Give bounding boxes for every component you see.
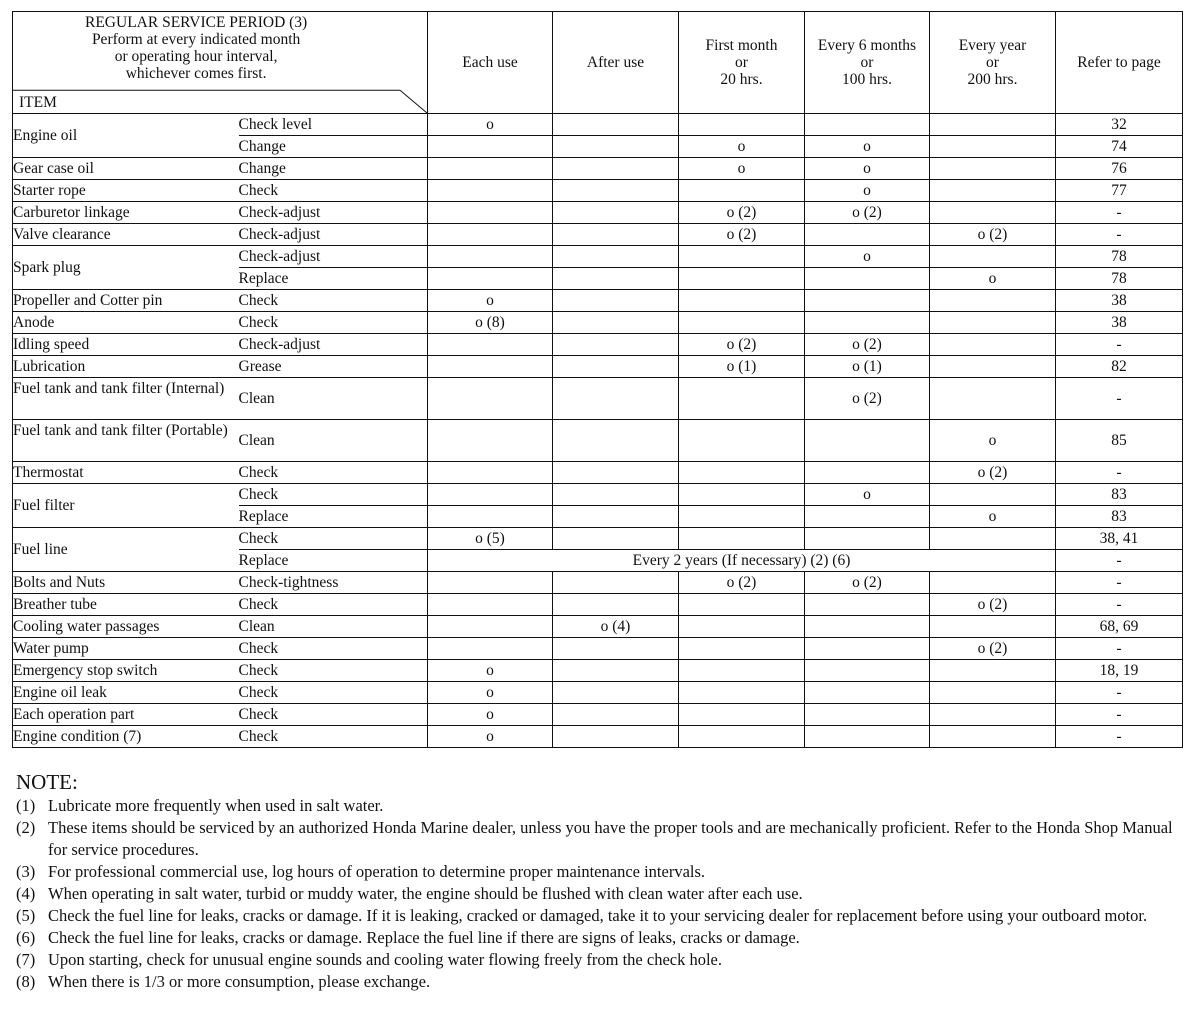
column-header xyxy=(428,12,553,114)
interval-cell: o (2) xyxy=(930,462,1056,484)
refer-page-cell: 38 xyxy=(1056,312,1183,334)
table-header-row xyxy=(13,12,1183,114)
item-name: Engine condition (7) xyxy=(13,726,239,748)
interval-cell xyxy=(805,726,930,748)
interval-cell xyxy=(805,660,930,682)
interval-cell xyxy=(930,290,1056,312)
table-row xyxy=(13,290,1183,312)
interval-cell xyxy=(679,682,805,704)
interval-cell xyxy=(553,682,679,704)
refer-page-cell: 76 xyxy=(1056,158,1183,180)
item-action: Clean xyxy=(239,378,428,420)
column-header xyxy=(553,12,679,114)
interval-cell: o (2) xyxy=(805,334,930,356)
item-name: Spark plug xyxy=(13,246,239,290)
note-item xyxy=(16,971,1188,993)
item-name: Valve clearance xyxy=(13,224,239,246)
refer-page-cell: 78 xyxy=(1056,268,1183,290)
item-action: Check xyxy=(239,484,428,506)
interval-cell xyxy=(930,378,1056,420)
table-body xyxy=(13,114,1183,748)
note-text: Check the fuel line for leaks, cracks or damage. If it is leaking, cracked or damaged, take it to your servicing dealer for replacement before using your outboard motor. xyxy=(48,906,1148,925)
interval-cell: o (5) xyxy=(428,528,553,550)
interval-cell xyxy=(553,356,679,378)
item-action: Check xyxy=(239,528,428,550)
column-header xyxy=(679,12,805,114)
interval-cell xyxy=(428,506,553,528)
interval-cell: o (2) xyxy=(805,202,930,224)
interval-cell xyxy=(679,594,805,616)
refer-page-cell: 85 xyxy=(1056,420,1183,462)
interval-cell xyxy=(930,246,1056,268)
interval-cell xyxy=(930,158,1056,180)
column-header-line: Each use xyxy=(462,54,518,71)
interval-cell xyxy=(553,594,679,616)
interval-cell: o xyxy=(805,158,930,180)
table-row xyxy=(13,378,1183,420)
notes-section xyxy=(16,769,1188,993)
interval-cell xyxy=(553,246,679,268)
note-text: For professional commercial use, log hours of operation to determine proper maintenance intervals. xyxy=(48,862,706,881)
interval-cell xyxy=(553,704,679,726)
interval-cell xyxy=(428,268,553,290)
interval-cell xyxy=(428,136,553,158)
interval-cell: o (2) xyxy=(679,572,805,594)
interval-cell xyxy=(930,572,1056,594)
column-header-line: or xyxy=(860,54,874,71)
item-action: Check xyxy=(239,704,428,726)
interval-cell xyxy=(553,506,679,528)
item-action: Check xyxy=(239,682,428,704)
interval-cell xyxy=(930,704,1056,726)
notes-list xyxy=(16,795,1188,993)
column-header-line: First month xyxy=(705,37,778,54)
interval-cell xyxy=(679,462,805,484)
note-text: Check the fuel line for leaks, cracks or damage. Replace the fuel line if there are signs of leaks, cracks or damage. xyxy=(48,928,800,947)
interval-cell xyxy=(679,506,805,528)
refer-page-cell: - xyxy=(1056,726,1183,748)
interval-cell xyxy=(553,136,679,158)
column-header-line: 200 hrs. xyxy=(967,71,1018,88)
note-number: (2) xyxy=(16,818,36,837)
interval-cell xyxy=(428,158,553,180)
item-name: Carburetor linkage xyxy=(13,202,239,224)
interval-cell: o (2) xyxy=(805,572,930,594)
period-line: Perform at every indicated month xyxy=(91,31,301,48)
interval-cell xyxy=(679,180,805,202)
refer-page-cell: 78 xyxy=(1056,246,1183,268)
interval-cell xyxy=(679,484,805,506)
refer-page-cell: - xyxy=(1056,202,1183,224)
interval-cell: o xyxy=(930,268,1056,290)
interval-cell: o xyxy=(428,704,553,726)
refer-page-cell: 83 xyxy=(1056,506,1183,528)
item-action: Check xyxy=(239,660,428,682)
note-item xyxy=(16,905,1188,927)
interval-cell xyxy=(553,462,679,484)
interval-cell xyxy=(679,528,805,550)
item-action: Replace xyxy=(239,550,428,572)
table-row xyxy=(13,704,1183,726)
item-name: Cooling water passages xyxy=(13,616,239,638)
note-number: (5) xyxy=(16,906,36,925)
item-name: Each operation part xyxy=(13,704,239,726)
table-row xyxy=(13,312,1183,334)
interval-span-note: Every 2 years (If necessary) (2) (6) xyxy=(428,550,1056,572)
refer-page-cell: 82 xyxy=(1056,356,1183,378)
interval-cell xyxy=(428,420,553,462)
interval-cell xyxy=(930,484,1056,506)
interval-cell xyxy=(930,356,1056,378)
interval-cell: o xyxy=(428,682,553,704)
note-item xyxy=(16,817,1188,861)
interval-cell: o (8) xyxy=(428,312,553,334)
interval-cell xyxy=(679,704,805,726)
interval-cell: o xyxy=(428,660,553,682)
interval-cell xyxy=(805,114,930,136)
item-action: Check-adjust xyxy=(239,334,428,356)
note-item xyxy=(16,795,1188,817)
interval-cell xyxy=(679,290,805,312)
interval-cell xyxy=(553,312,679,334)
column-header-line: 20 hrs. xyxy=(720,71,763,88)
item-action: Check-adjust xyxy=(239,202,428,224)
item-name: Engine oil xyxy=(13,114,239,158)
interval-cell xyxy=(428,616,553,638)
item-name: Fuel tank and tank filter (Portable) xyxy=(13,420,239,462)
interval-cell xyxy=(679,660,805,682)
table-row xyxy=(13,180,1183,202)
table-row xyxy=(13,682,1183,704)
interval-cell xyxy=(679,312,805,334)
note-text: When there is 1/3 or more consumption, please exchange. xyxy=(48,972,431,991)
interval-cell xyxy=(930,180,1056,202)
interval-cell xyxy=(553,290,679,312)
item-action: Replace xyxy=(239,506,428,528)
interval-cell xyxy=(553,224,679,246)
interval-cell: o xyxy=(930,420,1056,462)
note-text: These items should be serviced by an authorized Honda Marine dealer, unless you have the proper tools and are mechanically proficient. Refer to the Honda Shop Manual for service procedures. xyxy=(48,818,1173,859)
interval-cell xyxy=(553,378,679,420)
period-line: whichever comes first. xyxy=(125,65,267,82)
interval-cell: o xyxy=(428,726,553,748)
interval-cell xyxy=(930,202,1056,224)
column-header xyxy=(930,12,1056,114)
table-row xyxy=(13,224,1183,246)
interval-cell xyxy=(805,268,930,290)
interval-cell xyxy=(805,224,930,246)
interval-cell xyxy=(930,682,1056,704)
interval-cell xyxy=(553,268,679,290)
interval-cell: o xyxy=(805,246,930,268)
note-number: (6) xyxy=(16,928,36,947)
item-name: Idling speed xyxy=(13,334,239,356)
interval-cell: o (1) xyxy=(679,356,805,378)
interval-cell xyxy=(428,484,553,506)
interval-cell xyxy=(805,312,930,334)
interval-cell xyxy=(805,506,930,528)
interval-cell xyxy=(679,616,805,638)
interval-cell: o xyxy=(930,506,1056,528)
refer-page-cell: 83 xyxy=(1056,484,1183,506)
interval-cell xyxy=(930,136,1056,158)
item-name: Gear case oil xyxy=(13,158,239,180)
refer-page-cell: 32 xyxy=(1056,114,1183,136)
interval-cell: o (2) xyxy=(679,224,805,246)
interval-cell xyxy=(428,572,553,594)
interval-cell xyxy=(679,246,805,268)
maintenance-schedule-table xyxy=(12,11,1183,748)
item-action: Check xyxy=(239,290,428,312)
interval-cell xyxy=(805,682,930,704)
note-number: (8) xyxy=(16,972,36,991)
interval-cell xyxy=(553,334,679,356)
item-column-label: ITEM xyxy=(19,93,57,111)
interval-cell xyxy=(553,158,679,180)
note-number: (4) xyxy=(16,884,36,903)
interval-cell: o (2) xyxy=(930,224,1056,246)
table-row xyxy=(13,356,1183,378)
item-action: Clean xyxy=(239,420,428,462)
item-action: Check xyxy=(239,180,428,202)
refer-page-cell: - xyxy=(1056,334,1183,356)
interval-cell xyxy=(428,356,553,378)
interval-cell xyxy=(553,180,679,202)
interval-cell: o xyxy=(805,180,930,202)
interval-cell xyxy=(930,726,1056,748)
interval-cell xyxy=(679,420,805,462)
interval-cell: o (4) xyxy=(553,616,679,638)
item-action: Change xyxy=(239,136,428,158)
interval-cell xyxy=(553,484,679,506)
interval-cell xyxy=(930,616,1056,638)
interval-cell xyxy=(553,638,679,660)
refer-page-cell: 38, 41 xyxy=(1056,528,1183,550)
interval-cell xyxy=(805,462,930,484)
interval-cell: o xyxy=(805,484,930,506)
interval-cell xyxy=(805,528,930,550)
column-header-line: or xyxy=(735,54,748,71)
note-item xyxy=(16,861,1188,883)
note-item xyxy=(16,883,1188,905)
note-text: Upon starting, check for unusual engine sounds and cooling water flowing freely from the check hole. xyxy=(48,950,723,969)
interval-cell xyxy=(805,420,930,462)
refer-page-cell: 74 xyxy=(1056,136,1183,158)
table-row xyxy=(13,462,1183,484)
interval-cell xyxy=(428,462,553,484)
column-header-line: After use xyxy=(586,54,645,71)
table-row xyxy=(13,638,1183,660)
interval-cell xyxy=(805,616,930,638)
column-header-line: Refer to page xyxy=(1077,54,1161,71)
item-action: Check-adjust xyxy=(239,224,428,246)
item-action: Clean xyxy=(239,616,428,638)
refer-page-cell: - xyxy=(1056,378,1183,420)
table-row xyxy=(13,594,1183,616)
table-row xyxy=(13,420,1183,462)
table-row xyxy=(13,114,1183,136)
interval-cell xyxy=(930,528,1056,550)
interval-cell: o (2) xyxy=(679,202,805,224)
interval-cell xyxy=(930,312,1056,334)
note-number: (7) xyxy=(16,950,36,969)
interval-cell xyxy=(679,638,805,660)
refer-page-cell: - xyxy=(1056,572,1183,594)
interval-cell xyxy=(805,290,930,312)
interval-cell: o xyxy=(679,136,805,158)
column-header-line: 100 hrs. xyxy=(842,71,892,88)
interval-cell xyxy=(930,334,1056,356)
note-number: (3) xyxy=(16,862,36,881)
item-name: Propeller and Cotter pin xyxy=(13,290,239,312)
period-line: REGULAR SERVICE PERIOD (3) xyxy=(85,14,308,31)
interval-cell: o (2) xyxy=(679,334,805,356)
interval-cell: o (2) xyxy=(930,638,1056,660)
note-item xyxy=(16,949,1188,971)
interval-cell: o (2) xyxy=(805,378,930,420)
interval-cell xyxy=(428,638,553,660)
item-name: Lubrication xyxy=(13,356,239,378)
interval-cell xyxy=(428,334,553,356)
item-name: Starter rope xyxy=(13,180,239,202)
notes-title: NOTE: xyxy=(16,770,78,794)
interval-cell xyxy=(679,726,805,748)
interval-cell xyxy=(805,594,930,616)
item-action: Grease xyxy=(239,356,428,378)
refer-page-cell: - xyxy=(1056,638,1183,660)
item-name: Bolts and Nuts xyxy=(13,572,239,594)
interval-cell: o xyxy=(679,158,805,180)
interval-cell xyxy=(553,114,679,136)
interval-cell: o (2) xyxy=(930,594,1056,616)
interval-cell xyxy=(679,378,805,420)
item-action: Check xyxy=(239,462,428,484)
refer-page-cell: 38 xyxy=(1056,290,1183,312)
item-name: Fuel filter xyxy=(13,484,239,528)
interval-cell xyxy=(553,202,679,224)
table-row xyxy=(13,158,1183,180)
table-row xyxy=(13,334,1183,356)
interval-cell xyxy=(805,638,930,660)
refer-page-cell: - xyxy=(1056,704,1183,726)
regular-service-period-text xyxy=(85,14,307,82)
note-text: Lubricate more frequently when used in salt water. xyxy=(48,796,384,815)
item-action: Check xyxy=(239,726,428,748)
interval-cell xyxy=(930,114,1056,136)
column-header-line: Every 6 months xyxy=(817,37,917,54)
item-action: Replace xyxy=(239,268,428,290)
interval-cell: o xyxy=(428,290,553,312)
interval-cell xyxy=(428,378,553,420)
note-item xyxy=(16,927,1188,949)
refer-page-cell: 77 xyxy=(1056,180,1183,202)
refer-page-cell: 68, 69 xyxy=(1056,616,1183,638)
interval-cell xyxy=(428,594,553,616)
item-action: Check level xyxy=(239,114,428,136)
interval-cell xyxy=(679,114,805,136)
item-action: Check xyxy=(239,638,428,660)
table-row xyxy=(13,572,1183,594)
item-action: Check-tightness xyxy=(239,572,428,594)
interval-cell xyxy=(930,660,1056,682)
interval-cell: o xyxy=(428,114,553,136)
refer-page-cell: - xyxy=(1056,224,1183,246)
item-name: Emergency stop switch xyxy=(13,660,239,682)
item-action: Check-adjust xyxy=(239,246,428,268)
interval-cell xyxy=(679,268,805,290)
item-action: Check xyxy=(239,594,428,616)
note-text: When operating in salt water, turbid or muddy water, the engine should be flushed with clean water after each use. xyxy=(48,884,803,903)
interval-cell xyxy=(553,726,679,748)
item-name: Engine oil leak xyxy=(13,682,239,704)
interval-cell xyxy=(553,572,679,594)
interval-cell xyxy=(553,420,679,462)
note-number: (1) xyxy=(16,796,36,815)
table-row xyxy=(13,616,1183,638)
item-action: Change xyxy=(239,158,428,180)
item-name: Anode xyxy=(13,312,239,334)
column-header-line: or xyxy=(986,54,999,71)
item-action: Check xyxy=(239,312,428,334)
interval-cell xyxy=(805,704,930,726)
interval-cell xyxy=(428,224,553,246)
item-name: Breather tube xyxy=(13,594,239,616)
item-name: Water pump xyxy=(13,638,239,660)
interval-cell: o xyxy=(805,136,930,158)
interval-cell xyxy=(553,660,679,682)
item-name: Thermostat xyxy=(13,462,239,484)
refer-page-cell: - xyxy=(1056,682,1183,704)
table-row xyxy=(13,660,1183,682)
refer-page-cell: 18, 19 xyxy=(1056,660,1183,682)
period-line: or operating hour interval, xyxy=(114,48,278,65)
item-name: Fuel tank and tank filter (Internal) xyxy=(13,378,239,420)
interval-cell xyxy=(428,202,553,224)
interval-cell xyxy=(428,180,553,202)
interval-cell xyxy=(428,246,553,268)
refer-page-cell: - xyxy=(1056,462,1183,484)
column-header xyxy=(805,12,930,114)
interval-cell: o (1) xyxy=(805,356,930,378)
table-row xyxy=(13,484,1183,506)
table-row xyxy=(13,246,1183,268)
refer-page-cell: - xyxy=(1056,594,1183,616)
column-header xyxy=(1056,12,1183,114)
table-row xyxy=(13,528,1183,550)
table-row xyxy=(13,726,1183,748)
period-item-header xyxy=(13,12,428,114)
item-name: Fuel line xyxy=(13,528,239,572)
refer-page-cell: - xyxy=(1056,550,1183,572)
table-row xyxy=(13,202,1183,224)
interval-cell xyxy=(553,528,679,550)
column-header-line: Every year xyxy=(958,37,1027,54)
